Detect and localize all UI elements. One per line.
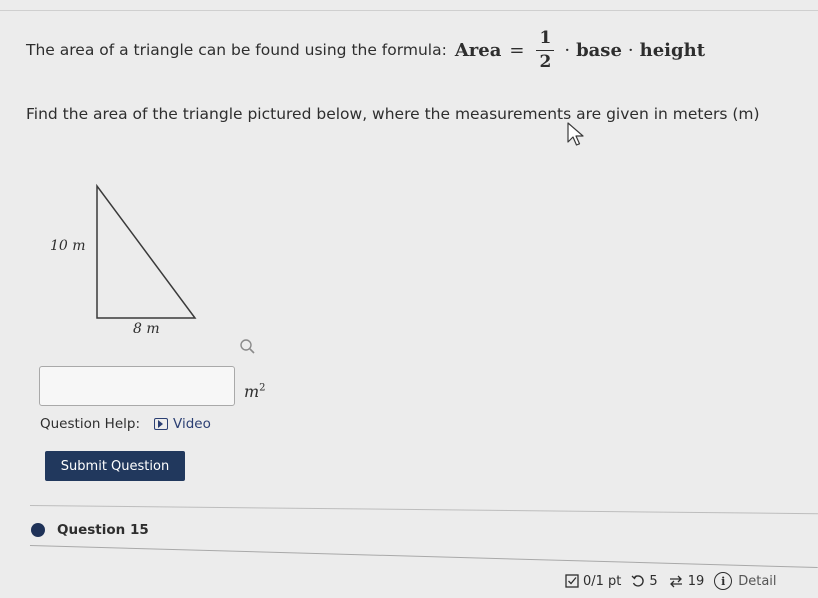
triangle-base-label: 8 m [133, 321, 160, 337]
video-help-label: Video [173, 416, 211, 432]
checkbox-icon [565, 574, 579, 588]
details-link[interactable] [714, 572, 776, 590]
formula-term-base: base [576, 39, 622, 61]
formula-term-height: height [639, 39, 706, 61]
question-status-dot [31, 523, 45, 537]
question-label: Question 15 [57, 522, 149, 538]
section-divider [30, 505, 818, 514]
retries-item [631, 574, 657, 589]
triangle-height-label: 10 m [50, 238, 86, 254]
question-help-row [40, 416, 211, 432]
video-icon [154, 418, 168, 430]
info-icon: i [714, 572, 732, 590]
search-icon [238, 337, 258, 357]
submit-question-button[interactable]: Submit Question [45, 451, 185, 481]
formula-operator-2: · [627, 39, 634, 61]
formula-lead-text: The area of a triangle can be found using the formula: [26, 41, 447, 59]
area-formula [455, 29, 705, 71]
question-status-bar [565, 570, 787, 592]
next-question-item[interactable] [31, 522, 149, 538]
top-divider [0, 10, 818, 11]
fraction-denominator: 2 [539, 51, 552, 72]
answer-input[interactable] [39, 366, 235, 406]
formula-lhs: Area [454, 39, 502, 61]
attempts-count: 19 [687, 573, 705, 589]
video-help-link[interactable] [154, 416, 211, 432]
attempts-icon [668, 574, 684, 588]
footer-divider [30, 545, 818, 568]
retry-icon [631, 574, 645, 588]
formula-fraction [536, 29, 554, 71]
problem-instruction: Find the area of the triangle pictured below, where the measurements are given in meters (m) [26, 105, 760, 123]
retries-count: 5 [649, 573, 658, 589]
score-text: 0/1 pt [583, 573, 622, 589]
question-help-label: Question Help: [40, 416, 140, 432]
right-triangle [97, 186, 195, 318]
score-item [565, 574, 621, 589]
answer-unit [244, 382, 266, 401]
attempts-item [668, 574, 705, 589]
formula-line [26, 22, 806, 78]
formula-equals: = [509, 39, 525, 61]
triangle-figure [45, 178, 215, 338]
answer-unit-exponent: 2 [259, 382, 266, 394]
answer-unit-base: m [244, 382, 260, 401]
formula-operator-1: · [564, 39, 571, 61]
cursor-arrow-icon [566, 122, 586, 148]
details-label: Detail [738, 573, 777, 589]
fraction-numerator: 1 [536, 29, 554, 51]
